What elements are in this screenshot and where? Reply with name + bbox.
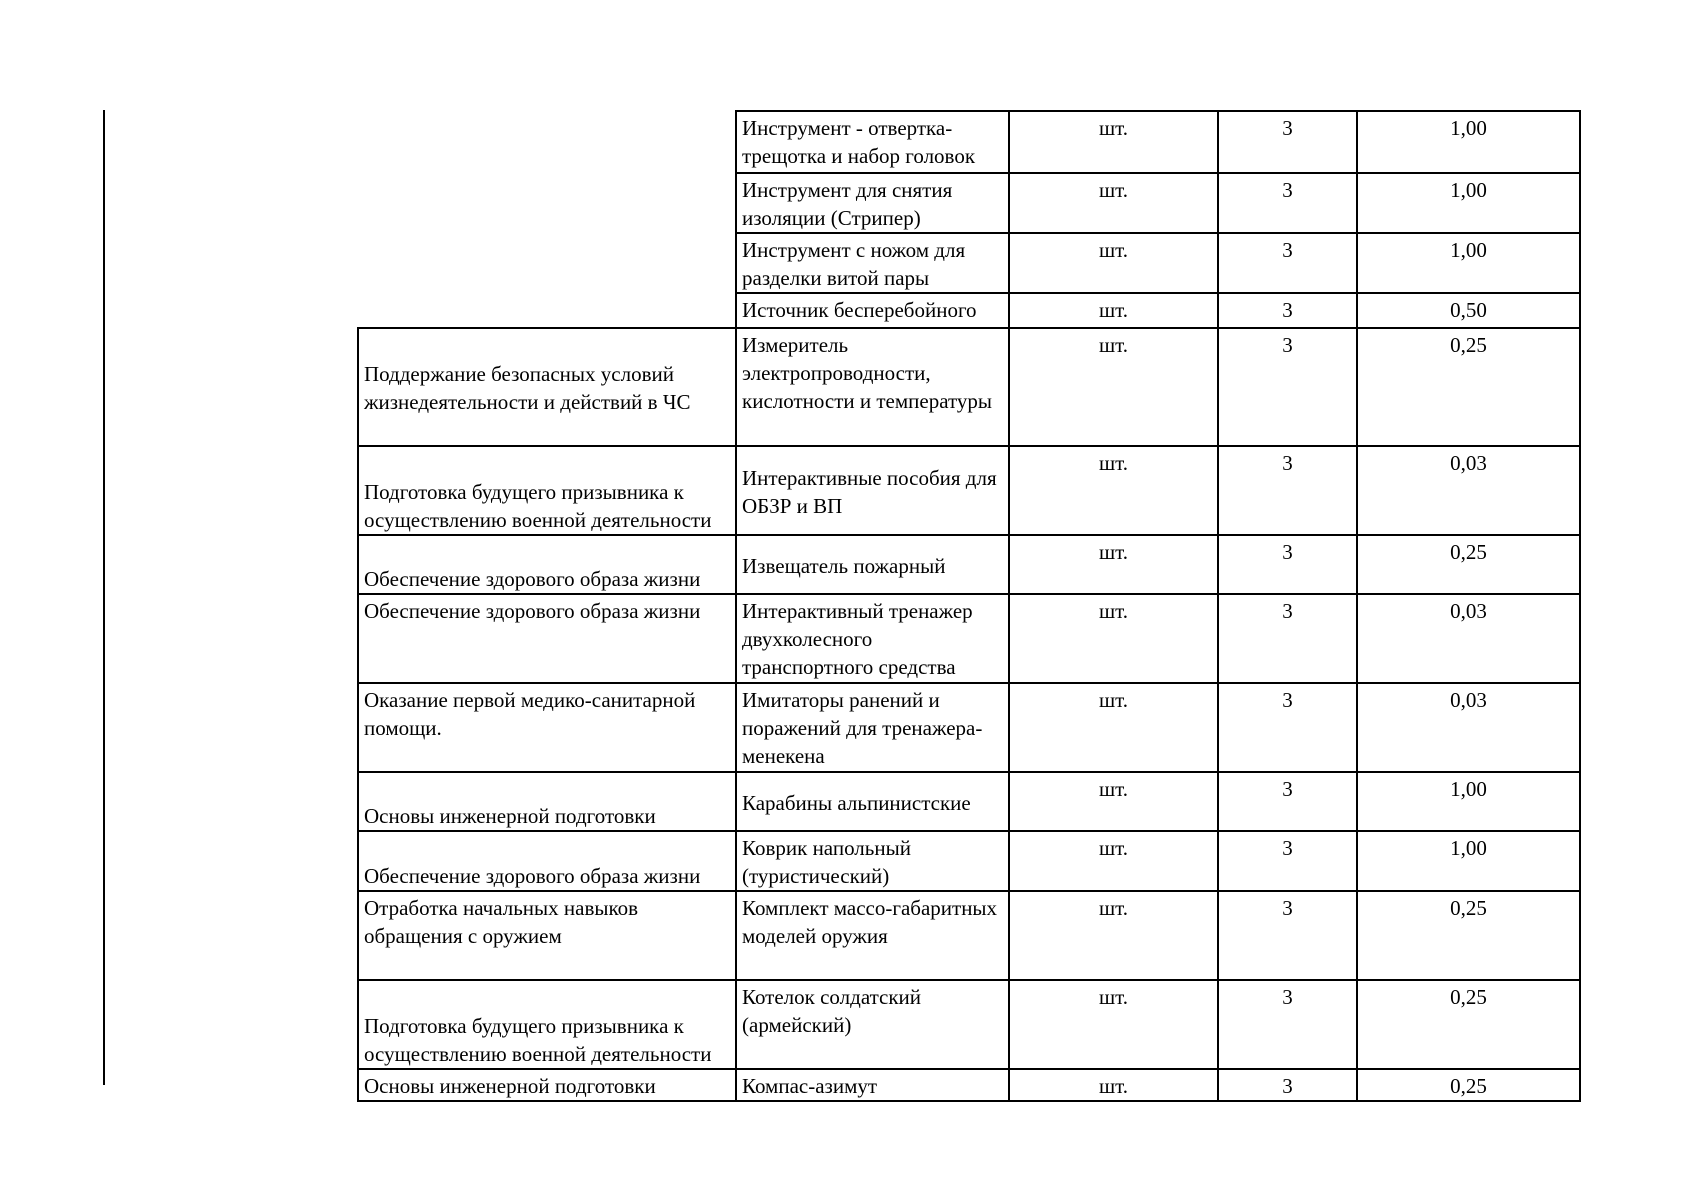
unit-cell: шт.: [1009, 980, 1218, 1069]
coef-cell: 1,00: [1357, 233, 1580, 293]
equipment-table: [357, 110, 1581, 1102]
table-row: [358, 683, 1580, 772]
unit-cell: шт.: [1009, 1069, 1218, 1101]
table-row: [358, 891, 1580, 980]
table-row: [358, 328, 1580, 446]
item-cell: Инструмент - отвертка-трещотка и набор головок: [736, 111, 1009, 173]
item-cell: Инструмент для снятия изоляции (Стрипер): [736, 173, 1009, 233]
section-cell: Обеспечение здорового образа жизни: [358, 831, 736, 891]
coef-cell: 0,25: [1357, 328, 1580, 446]
section-cell: Подготовка будущего призывника к осуществлению военной деятельности: [358, 446, 736, 535]
table-row: [358, 772, 1580, 831]
item-cell: Измеритель электропроводности, кислотности и температуры: [736, 328, 1009, 446]
unit-cell: шт.: [1009, 293, 1218, 328]
item-cell: Интерактивный тренажер двухколесного транспортного средства: [736, 594, 1009, 683]
unit-cell: шт.: [1009, 233, 1218, 293]
item-cell: Инструмент с ножом для разделки витой пары: [736, 233, 1009, 293]
qty-cell: 3: [1218, 683, 1357, 772]
section-cell: [358, 111, 736, 328]
unit-cell: шт.: [1009, 772, 1218, 831]
qty-cell: 3: [1218, 328, 1357, 446]
qty-cell: 3: [1218, 891, 1357, 980]
item-cell: Извещатель пожарный: [736, 535, 1009, 594]
qty-cell: 3: [1218, 173, 1357, 233]
section-cell: Отработка начальных навыков обращения с оружием: [358, 891, 736, 980]
section-cell: Оказание первой медико-санитарной помощи.: [358, 683, 736, 772]
section-cell: Обеспечение здорового образа жизни: [358, 594, 736, 683]
unit-cell: шт.: [1009, 328, 1218, 446]
unit-cell: шт.: [1009, 173, 1218, 233]
qty-cell: 3: [1218, 831, 1357, 891]
unit-cell: шт.: [1009, 683, 1218, 772]
coef-cell: 0,25: [1357, 980, 1580, 1069]
item-cell: Карабины альпинистские: [736, 772, 1009, 831]
qty-cell: 3: [1218, 772, 1357, 831]
item-cell: Интерактивные пособия для ОБЗР и ВП: [736, 446, 1009, 535]
table-row: [358, 594, 1580, 683]
section-cell: Подготовка будущего призывника к осуществлению военной деятельности: [358, 980, 736, 1069]
table-row: [358, 446, 1580, 535]
section-cell: Основы инженерной подготовки: [358, 1069, 736, 1101]
unit-cell: шт.: [1009, 831, 1218, 891]
coef-cell: 0,03: [1357, 683, 1580, 772]
table-row: [358, 831, 1580, 891]
qty-cell: 3: [1218, 446, 1357, 535]
qty-cell: 3: [1218, 111, 1357, 173]
section-cell: Основы инженерной подготовки: [358, 772, 736, 831]
unit-cell: шт.: [1009, 891, 1218, 980]
item-cell: Котелок солдатский (армейский): [736, 980, 1009, 1069]
coef-cell: 1,00: [1357, 831, 1580, 891]
coef-cell: 0,25: [1357, 535, 1580, 594]
table-row: [358, 980, 1580, 1069]
coef-cell: 0,25: [1357, 1069, 1580, 1101]
unit-cell: шт.: [1009, 594, 1218, 683]
qty-cell: 3: [1218, 233, 1357, 293]
left-margin-rule: [103, 110, 105, 1085]
table-row: [358, 111, 1580, 173]
coef-cell: 1,00: [1357, 173, 1580, 233]
qty-cell: 3: [1218, 980, 1357, 1069]
qty-cell: 3: [1218, 535, 1357, 594]
table-row: [358, 1069, 1580, 1101]
qty-cell: 3: [1218, 293, 1357, 328]
coef-cell: 1,00: [1357, 111, 1580, 173]
unit-cell: шт.: [1009, 111, 1218, 173]
unit-cell: шт.: [1009, 535, 1218, 594]
table-row: [358, 535, 1580, 594]
qty-cell: 3: [1218, 1069, 1357, 1101]
coef-cell: 0,03: [1357, 446, 1580, 535]
coef-cell: 1,00: [1357, 772, 1580, 831]
coef-cell: 0,03: [1357, 594, 1580, 683]
coef-cell: 0,25: [1357, 891, 1580, 980]
item-cell: Имитаторы ранений и поражений для тренажера-менекена: [736, 683, 1009, 772]
coef-cell: 0,50: [1357, 293, 1580, 328]
item-cell: Источник бесперебойного: [736, 293, 1009, 328]
item-cell: Комплект массо-габаритных моделей оружия: [736, 891, 1009, 980]
qty-cell: 3: [1218, 594, 1357, 683]
item-cell: Коврик напольный (туристический): [736, 831, 1009, 891]
item-cell: Компас-азимут: [736, 1069, 1009, 1101]
section-cell: Обеспечение здорового образа жизни: [358, 535, 736, 594]
unit-cell: шт.: [1009, 446, 1218, 535]
section-cell: Поддержание безопасных условий жизнедеятельности и действий в ЧС: [358, 328, 736, 446]
